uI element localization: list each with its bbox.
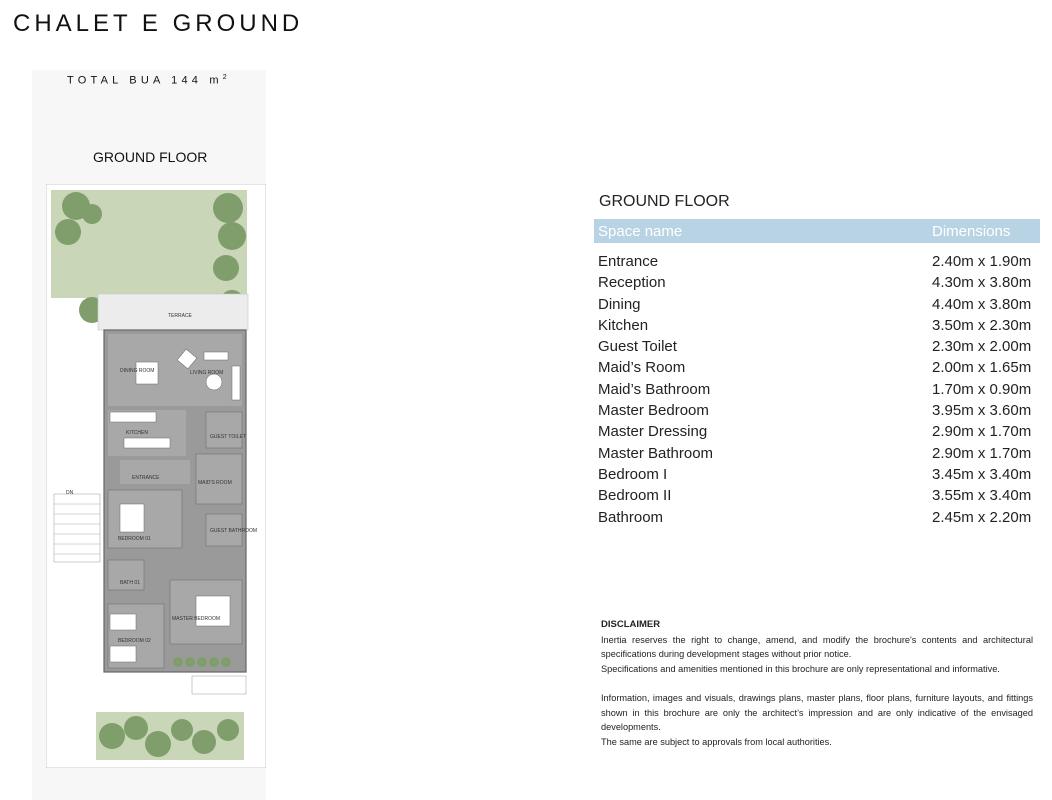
- kitchen-counter: [110, 412, 156, 422]
- label-dining-room: DINING ROOM: [120, 368, 155, 374]
- table-row: [598, 508, 1038, 529]
- table-row: [598, 273, 1038, 294]
- tree: [213, 193, 243, 223]
- table-row: [598, 401, 1038, 422]
- label-guest-toilet: GUEST TOILET: [210, 434, 246, 440]
- label-guest-bathroom: GUEST BATHROOM: [210, 528, 258, 534]
- label-terrace: TERRACE: [168, 313, 192, 319]
- table-row: [598, 486, 1038, 507]
- guest-toilet: [206, 412, 242, 448]
- maids-room: [196, 454, 242, 504]
- coffee-table: [206, 374, 222, 390]
- table-header: [594, 219, 1040, 243]
- plan-heading: GROUND FLOOR: [93, 149, 208, 165]
- bed: [110, 614, 136, 630]
- label-dn: DN: [66, 490, 74, 496]
- disclaimer-paragraph: Specifications and amenities mentioned in this brochure are only representational and informative.: [601, 663, 1000, 674]
- space-dimensions: 3.95m x 3.60m: [932, 402, 1032, 420]
- dimensions-table: [598, 252, 1038, 529]
- label-living-room: LIVING ROOM: [190, 370, 224, 376]
- total-bua: [67, 74, 227, 87]
- disclaimer-paragraph: The same are subject to approvals from local authorities.: [601, 736, 832, 747]
- space-dimensions: 3.55m x 3.40m: [932, 487, 1032, 505]
- page-title: CHALET E GROUND: [13, 10, 304, 37]
- space-name: Bedroom II: [598, 487, 672, 505]
- sofa: [232, 366, 240, 400]
- space-dimensions: 2.00m x 1.65m: [932, 359, 1032, 377]
- space-name: Maid’s Bathroom: [598, 380, 711, 398]
- space-name: Master Bedroom: [598, 402, 709, 420]
- space-dimensions: 4.30m x 3.80m: [932, 274, 1032, 292]
- space-name: Maid’s Room: [598, 359, 686, 377]
- space-dimensions: 1.70m x 0.90m: [932, 380, 1032, 398]
- label-bedroom-02: BEDROOM 02: [118, 638, 151, 644]
- space-name: Entrance: [598, 253, 659, 270]
- tree: [213, 255, 239, 281]
- table-row: [598, 358, 1038, 379]
- tree: [55, 219, 81, 245]
- table-heading: GROUND FLOOR: [599, 193, 730, 210]
- label-bath-01: BATH 01: [120, 580, 140, 586]
- label-maids-room: MAID'S ROOM: [198, 480, 232, 486]
- space-dimensions: 2.45m x 2.20m: [932, 508, 1032, 526]
- space-dimensions: 4.40m x 3.80m: [932, 295, 1032, 313]
- space-dimensions: 3.45m x 3.40m: [932, 465, 1032, 483]
- entry-steps: [192, 676, 246, 694]
- total-bua-text: TOTAL BUA 144 m: [67, 74, 223, 87]
- bed: [110, 646, 136, 662]
- space-name: Guest Toilet: [598, 338, 677, 356]
- space-dimensions: 2.90m x 1.70m: [932, 444, 1032, 462]
- label-kitchen: KITCHEN: [126, 430, 148, 436]
- disclaimer-paragraph: Inertia reserves the right to change, amend, and modify the brochure's contents and architectural specifications during development stages without prior notice.: [601, 634, 1033, 660]
- sofa: [204, 352, 228, 360]
- space-dimensions: 2.30m x 2.00m: [932, 338, 1032, 356]
- disclaimer: [601, 618, 1033, 749]
- label-master-bedroom: MASTER BEDROOM: [172, 616, 221, 622]
- label-bedroom-01: BEDROOM 01: [118, 536, 151, 542]
- space-name: Bathroom: [598, 508, 664, 526]
- total-bua-unit: 2: [222, 74, 227, 81]
- table-row: [598, 444, 1038, 465]
- space-name: Reception: [598, 274, 666, 292]
- kitchen-island: [124, 438, 170, 448]
- space-dimensions: 3.50m x 2.30m: [932, 316, 1032, 334]
- space-dimensions: 2.90m x 1.70m: [932, 423, 1032, 441]
- label-entrance: ENTRANCE: [132, 475, 160, 481]
- table-row: [598, 252, 1038, 273]
- table-row: [598, 316, 1038, 337]
- space-dimensions: 2.40m x 1.90m: [932, 253, 1032, 270]
- spacer: [601, 676, 1033, 691]
- space-name: Master Dressing: [598, 423, 708, 441]
- table-row: [598, 295, 1038, 316]
- table-row: [598, 337, 1038, 358]
- floor-plan-drawing: [46, 184, 266, 768]
- terrace: [98, 294, 248, 330]
- table-row: [598, 422, 1038, 443]
- space-name: Master Bathroom: [598, 444, 714, 462]
- space-name: Dining: [598, 295, 641, 313]
- table-row: [598, 465, 1038, 486]
- disclaimer-title: DISCLAIMER: [601, 619, 661, 630]
- tree: [218, 222, 246, 250]
- table-row: [598, 380, 1038, 401]
- stairs: [54, 494, 100, 562]
- space-name: Bedroom I: [598, 465, 668, 483]
- column-header-space-name: Space name: [598, 223, 683, 240]
- column-header-dimensions: Dimensions: [932, 223, 1011, 240]
- tree: [82, 204, 102, 224]
- space-name: Kitchen: [598, 316, 649, 334]
- disclaimer-paragraph: Information, images and visuals, drawings plans, master plans, floor plans, furniture layouts, and fittings shown in this brochure are only the architect’s impression and are only indicative of the envisaged developments.: [601, 692, 1033, 733]
- bed: [120, 504, 144, 532]
